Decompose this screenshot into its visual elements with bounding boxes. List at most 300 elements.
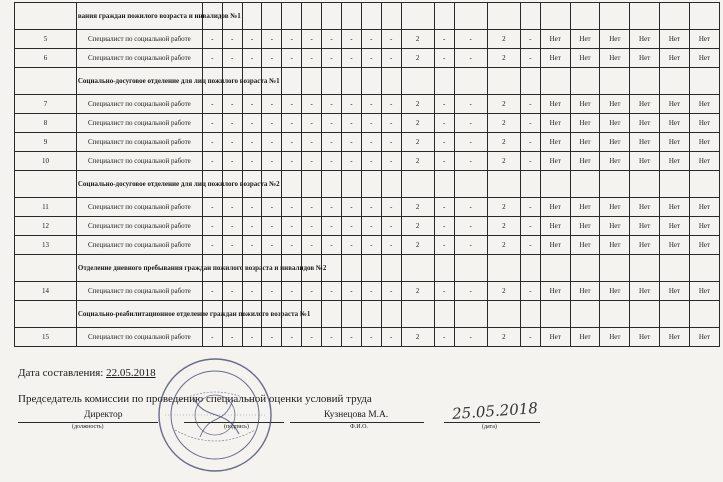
value-cell: Нет [540, 328, 570, 347]
section-title: Социально-досуговое отделение для лиц пожилого возраста №2 [76, 171, 202, 198]
value-cell: - [302, 236, 322, 255]
empty-cell [487, 171, 520, 198]
empty-cell [520, 301, 540, 328]
empty-cell [381, 3, 401, 30]
value-cell: - [202, 328, 222, 347]
value-cell: - [282, 49, 302, 68]
value-cell: Нет [630, 198, 660, 217]
value-cell: - [341, 282, 361, 301]
value-cell: Нет [630, 152, 660, 171]
value-cell: Нет [570, 114, 600, 133]
empty-cell [630, 3, 660, 30]
value-cell: - [222, 30, 242, 49]
empty-cell [361, 3, 381, 30]
value-cell: - [520, 236, 540, 255]
value-cell: - [361, 49, 381, 68]
value-cell: Нет [660, 236, 690, 255]
value-cell: - [302, 328, 322, 347]
empty-cell [454, 3, 487, 30]
empty-cell [520, 68, 540, 95]
value-cell: 2 [401, 95, 434, 114]
section-number-cell [15, 171, 77, 198]
value-cell: - [202, 30, 222, 49]
empty-cell [540, 255, 570, 282]
position-name: Специалист по социальной работе [76, 236, 202, 255]
empty-cell [630, 68, 660, 95]
section-title: Социально-реабилитационное отделение граждан пожилого возраста №1 [76, 301, 202, 328]
value-cell: - [361, 198, 381, 217]
value-cell: - [434, 49, 454, 68]
value-cell: 2 [401, 152, 434, 171]
empty-cell [454, 301, 487, 328]
value-cell: Нет [689, 328, 719, 347]
value-cell: - [242, 95, 262, 114]
value-cell: - [202, 282, 222, 301]
value-cell: - [381, 30, 401, 49]
official-stamp-icon [155, 352, 275, 478]
empty-cell [487, 301, 520, 328]
value-cell: 2 [401, 198, 434, 217]
empty-cell [434, 255, 454, 282]
value-cell: Нет [660, 217, 690, 236]
value-cell: Нет [660, 152, 690, 171]
empty-cell [341, 68, 361, 95]
value-cell: - [454, 114, 487, 133]
empty-cell [540, 171, 570, 198]
value-cell: - [341, 236, 361, 255]
section-row [15, 171, 720, 198]
table-row [15, 282, 720, 301]
value-cell: 2 [487, 328, 520, 347]
value-cell: - [381, 198, 401, 217]
value-cell: - [222, 49, 242, 68]
date-caption: (дата) [482, 424, 497, 430]
assessment-table [14, 2, 720, 347]
value-cell: - [242, 236, 262, 255]
compile-date-value: 22.05.2018 [106, 367, 156, 379]
value-cell: Нет [540, 114, 570, 133]
position-name: Специалист по социальной работе [76, 152, 202, 171]
value-cell: Нет [600, 152, 630, 171]
value-cell: Нет [630, 282, 660, 301]
value-cell: - [302, 114, 322, 133]
position-name: Специалист по социальной работе [76, 198, 202, 217]
row-number: 11 [15, 198, 77, 217]
value-cell: - [454, 282, 487, 301]
row-number: 13 [15, 236, 77, 255]
value-cell: - [262, 114, 282, 133]
value-cell: - [262, 217, 282, 236]
value-cell: Нет [570, 217, 600, 236]
empty-cell [341, 301, 361, 328]
section-title: вания граждан пожилого возраста и инвалидов №1 [76, 3, 202, 30]
empty-cell [341, 255, 361, 282]
value-cell: - [454, 328, 487, 347]
row-number: 5 [15, 30, 77, 49]
value-cell: Нет [630, 95, 660, 114]
empty-cell [487, 255, 520, 282]
value-cell: - [520, 133, 540, 152]
empty-cell [454, 68, 487, 95]
position-name: Специалист по социальной работе [76, 328, 202, 347]
value-cell: Нет [570, 95, 600, 114]
value-cell: - [262, 282, 282, 301]
value-cell: - [341, 49, 361, 68]
value-cell: Нет [540, 95, 570, 114]
section-row [15, 68, 720, 95]
value-cell: - [381, 328, 401, 347]
empty-cell [322, 171, 342, 198]
empty-cell [660, 255, 690, 282]
value-cell: Нет [660, 95, 690, 114]
value-cell: Нет [540, 236, 570, 255]
section-number-cell [15, 68, 77, 95]
value-cell: - [222, 198, 242, 217]
value-cell: - [242, 30, 262, 49]
value-cell: - [454, 236, 487, 255]
value-cell: Нет [540, 30, 570, 49]
value-cell: Нет [630, 49, 660, 68]
empty-cell [454, 171, 487, 198]
empty-cell [381, 255, 401, 282]
value-cell: - [361, 95, 381, 114]
value-cell: - [434, 236, 454, 255]
value-cell: - [202, 133, 222, 152]
value-cell: - [322, 95, 342, 114]
value-cell: - [302, 133, 322, 152]
value-cell: - [434, 198, 454, 217]
value-cell: - [361, 217, 381, 236]
empty-cell [660, 3, 690, 30]
name-caption: Ф.И.О. [350, 424, 368, 430]
position-name: Специалист по социальной работе [76, 114, 202, 133]
value-cell: - [322, 30, 342, 49]
value-cell: - [202, 152, 222, 171]
value-cell: - [454, 152, 487, 171]
empty-cell [630, 255, 660, 282]
value-cell: - [202, 198, 222, 217]
position-name: Специалист по социальной работе [76, 133, 202, 152]
value-cell: Нет [630, 133, 660, 152]
empty-cell [341, 3, 361, 30]
empty-cell [381, 301, 401, 328]
value-cell: - [520, 282, 540, 301]
value-cell: - [242, 328, 262, 347]
compile-date-label: Дата составления: [18, 367, 104, 379]
value-cell: - [322, 236, 342, 255]
row-number: 7 [15, 95, 77, 114]
value-cell: Нет [600, 198, 630, 217]
empty-cell [361, 301, 381, 328]
value-cell: - [341, 133, 361, 152]
value-cell: - [454, 30, 487, 49]
value-cell: Нет [630, 217, 660, 236]
value-cell: - [282, 152, 302, 171]
empty-cell [434, 301, 454, 328]
value-cell: - [341, 114, 361, 133]
position-name: Специалист по социальной работе [76, 49, 202, 68]
value-cell: - [302, 282, 322, 301]
value-cell: - [520, 198, 540, 217]
value-cell: Нет [660, 198, 690, 217]
table-row [15, 198, 720, 217]
value-cell: - [242, 114, 262, 133]
compile-date [18, 367, 156, 379]
empty-cell [540, 3, 570, 30]
value-cell: Нет [600, 30, 630, 49]
commission-chair-line: Председатель комиссии по проведению специальной оценки условий труда [18, 393, 372, 405]
value-cell: - [242, 282, 262, 301]
value-cell: - [302, 198, 322, 217]
value-cell: - [282, 133, 302, 152]
value-cell: 2 [487, 236, 520, 255]
empty-cell [540, 68, 570, 95]
value-cell: 2 [487, 133, 520, 152]
empty-cell [302, 3, 322, 30]
value-cell: Нет [600, 236, 630, 255]
value-cell: - [361, 30, 381, 49]
value-cell: - [381, 95, 401, 114]
empty-cell [341, 171, 361, 198]
value-cell: Нет [570, 152, 600, 171]
value-cell: - [322, 217, 342, 236]
value-cell: Нет [570, 236, 600, 255]
value-cell: Нет [630, 114, 660, 133]
empty-cell [600, 301, 630, 328]
value-cell: Нет [660, 114, 690, 133]
value-cell: Нет [630, 236, 660, 255]
value-cell: - [262, 198, 282, 217]
empty-cell [401, 3, 434, 30]
value-cell: 2 [487, 114, 520, 133]
value-cell: - [202, 236, 222, 255]
empty-cell [361, 68, 381, 95]
value-cell: - [361, 282, 381, 301]
value-cell: Нет [570, 49, 600, 68]
value-cell: - [454, 95, 487, 114]
value-cell: - [341, 95, 361, 114]
empty-cell [401, 171, 434, 198]
section-title: Отделение дневного пребывания граждан пожилого возраста и инвалидов №2 [76, 255, 202, 282]
value-cell: - [381, 133, 401, 152]
empty-cell [689, 255, 719, 282]
value-cell: - [454, 198, 487, 217]
value-cell: - [361, 133, 381, 152]
section-title: Социально-досуговое отделение для лиц пожилого возраста №1 [76, 68, 202, 95]
value-cell: 2 [401, 49, 434, 68]
value-cell: Нет [570, 198, 600, 217]
value-cell: - [222, 217, 242, 236]
value-cell: - [242, 198, 262, 217]
table-row [15, 114, 720, 133]
position-name: Специалист по социальной работе [76, 282, 202, 301]
role-line [18, 422, 158, 423]
value-cell: - [222, 328, 242, 347]
empty-cell [434, 68, 454, 95]
value-cell: 2 [487, 152, 520, 171]
value-cell: - [242, 133, 262, 152]
signer-name: Кузнецова М.А. [324, 410, 389, 420]
empty-cell [689, 171, 719, 198]
value-cell: Нет [540, 282, 570, 301]
value-cell: - [282, 282, 302, 301]
handwritten-date: 25.05.2018 [451, 399, 539, 423]
value-cell: - [282, 30, 302, 49]
value-cell: - [434, 217, 454, 236]
value-cell: Нет [540, 217, 570, 236]
empty-cell [322, 301, 342, 328]
empty-cell [660, 301, 690, 328]
value-cell: 2 [487, 198, 520, 217]
value-cell: 2 [401, 328, 434, 347]
row-number: 10 [15, 152, 77, 171]
value-cell: - [434, 152, 454, 171]
value-cell: Нет [689, 49, 719, 68]
value-cell: - [202, 49, 222, 68]
value-cell: - [322, 133, 342, 152]
value-cell: - [202, 114, 222, 133]
empty-cell [401, 68, 434, 95]
value-cell: - [341, 217, 361, 236]
value-cell: Нет [630, 30, 660, 49]
value-cell: - [520, 30, 540, 49]
value-cell: - [202, 217, 222, 236]
value-cell: 2 [401, 114, 434, 133]
value-cell: - [454, 217, 487, 236]
role-caption: (должность) [72, 424, 104, 430]
value-cell: - [454, 49, 487, 68]
value-cell: - [434, 30, 454, 49]
value-cell: - [262, 30, 282, 49]
value-cell: - [361, 152, 381, 171]
value-cell: - [262, 95, 282, 114]
value-cell: Нет [570, 133, 600, 152]
value-cell: - [222, 95, 242, 114]
value-cell: - [434, 133, 454, 152]
table-row [15, 30, 720, 49]
value-cell: Нет [689, 152, 719, 171]
row-number: 12 [15, 217, 77, 236]
value-cell: - [381, 49, 401, 68]
name-line [290, 422, 424, 423]
value-cell: - [341, 198, 361, 217]
value-cell: Нет [689, 217, 719, 236]
value-cell: - [282, 236, 302, 255]
empty-cell [282, 68, 302, 95]
value-cell: Нет [660, 30, 690, 49]
value-cell: Нет [600, 133, 630, 152]
empty-cell [660, 171, 690, 198]
value-cell: - [361, 328, 381, 347]
value-cell: - [302, 49, 322, 68]
empty-cell [434, 3, 454, 30]
table-row [15, 328, 720, 347]
empty-cell [689, 3, 719, 30]
value-cell: - [202, 95, 222, 114]
value-cell: Нет [660, 328, 690, 347]
value-cell: - [242, 49, 262, 68]
value-cell: - [242, 152, 262, 171]
value-cell: 2 [401, 236, 434, 255]
value-cell: - [520, 217, 540, 236]
empty-cell [520, 255, 540, 282]
value-cell: Нет [600, 282, 630, 301]
value-cell: Нет [600, 95, 630, 114]
value-cell: Нет [540, 49, 570, 68]
value-cell: Нет [660, 133, 690, 152]
table-row [15, 217, 720, 236]
value-cell: - [454, 133, 487, 152]
empty-cell [570, 3, 600, 30]
empty-cell [520, 3, 540, 30]
row-number: 6 [15, 49, 77, 68]
value-cell: - [222, 152, 242, 171]
empty-cell [520, 171, 540, 198]
value-cell: Нет [660, 49, 690, 68]
value-cell: Нет [689, 30, 719, 49]
section-row [15, 301, 720, 328]
value-cell: Нет [600, 328, 630, 347]
value-cell: - [520, 49, 540, 68]
value-cell: - [434, 328, 454, 347]
value-cell: 2 [401, 282, 434, 301]
value-cell: - [322, 328, 342, 347]
empty-cell [540, 301, 570, 328]
section-number-cell [15, 301, 77, 328]
empty-cell [381, 171, 401, 198]
value-cell: - [520, 328, 540, 347]
signature-caption: (подпись) [224, 424, 249, 430]
empty-cell [689, 301, 719, 328]
value-cell: 2 [487, 217, 520, 236]
row-number: 8 [15, 114, 77, 133]
value-cell: Нет [689, 236, 719, 255]
table-row [15, 236, 720, 255]
value-cell: - [262, 152, 282, 171]
value-cell: - [302, 30, 322, 49]
empty-cell [600, 68, 630, 95]
value-cell: Нет [600, 217, 630, 236]
table-row [15, 152, 720, 171]
section-row [15, 3, 720, 30]
empty-cell [689, 68, 719, 95]
empty-cell [570, 301, 600, 328]
value-cell: - [341, 328, 361, 347]
value-cell: - [222, 114, 242, 133]
table-row [15, 133, 720, 152]
value-cell: - [381, 282, 401, 301]
value-cell: - [322, 49, 342, 68]
value-cell: 2 [401, 217, 434, 236]
empty-cell [302, 68, 322, 95]
value-cell: 2 [401, 133, 434, 152]
value-cell: - [262, 328, 282, 347]
value-cell: - [222, 133, 242, 152]
empty-cell [630, 301, 660, 328]
value-cell: - [282, 328, 302, 347]
value-cell: Нет [570, 30, 600, 49]
value-cell: - [262, 236, 282, 255]
value-cell: - [282, 95, 302, 114]
empty-cell [600, 255, 630, 282]
value-cell: Нет [689, 133, 719, 152]
value-cell: Нет [570, 282, 600, 301]
empty-cell [262, 3, 282, 30]
value-cell: - [520, 95, 540, 114]
value-cell: Нет [630, 328, 660, 347]
empty-cell [660, 68, 690, 95]
empty-cell [302, 171, 322, 198]
